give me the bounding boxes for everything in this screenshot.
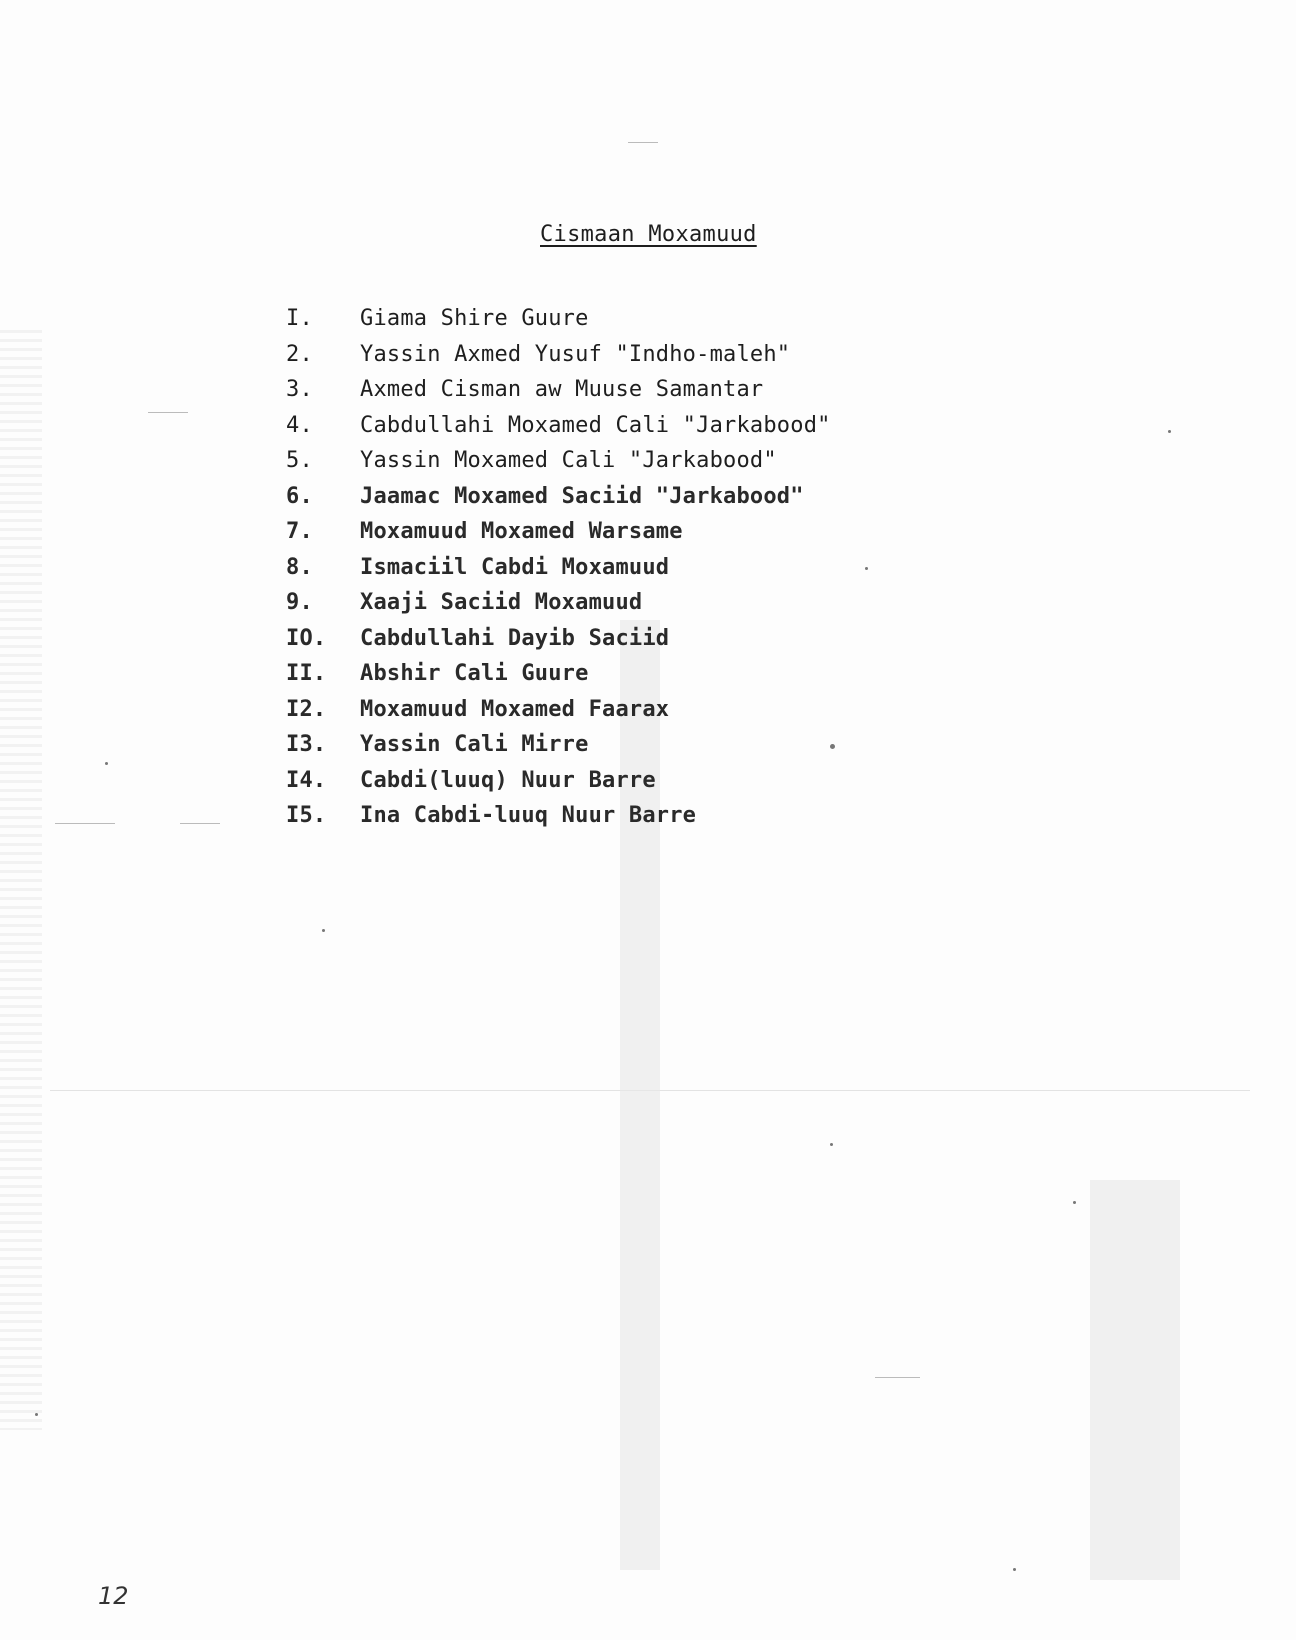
list-item	[286, 803, 986, 839]
item-number: I5.	[286, 803, 327, 828]
item-number: 7.	[286, 519, 313, 544]
scan-speck	[322, 929, 325, 932]
list-item	[286, 448, 986, 484]
item-number: I2.	[286, 696, 327, 722]
scan-mark	[180, 823, 220, 824]
item-name: Yassin Cali Mirre	[360, 732, 589, 757]
item-name: Cabdullahi Moxamed Cali "Jarkabood"	[360, 412, 831, 438]
scan-mark	[628, 142, 658, 143]
item-name: Moxamuud Moxamed Faarax	[360, 696, 670, 722]
name-list	[286, 306, 986, 839]
item-name: Cabdi(luuq) Nuur Barre	[360, 767, 656, 793]
list-item	[286, 413, 986, 449]
scan-speck	[1073, 1201, 1076, 1204]
item-number: I4.	[286, 767, 327, 793]
item-name: Yassin Axmed Yusuf "Indho-maleh"	[360, 341, 791, 367]
item-name: Jaamac Moxamed Saciid "Jarkabood"	[360, 483, 804, 509]
item-name: Xaaji Saciid Moxamuud	[360, 590, 643, 615]
item-number: I3.	[286, 732, 327, 757]
scan-speck	[830, 1143, 833, 1146]
item-name: Axmed Cisman aw Muuse Samantar	[360, 377, 764, 402]
scan-mark	[55, 823, 115, 824]
list-item	[286, 590, 986, 626]
document-title: Cismaan Moxamuud	[540, 222, 757, 247]
list-item	[286, 768, 986, 804]
item-number: 6.	[286, 483, 313, 509]
item-number: 4.	[286, 412, 313, 438]
scan-edge-noise	[0, 330, 42, 1430]
item-number: 2.	[286, 341, 313, 367]
list-item	[286, 306, 986, 342]
list-item	[286, 342, 986, 378]
scan-mark	[148, 412, 188, 413]
item-name: Yassin Moxamed Cali "Jarkabood"	[360, 448, 777, 473]
scan-speck	[35, 1413, 38, 1416]
item-name: Giama Shire Guure	[360, 306, 589, 331]
scan-speck	[1013, 1568, 1016, 1571]
scan-speck	[1168, 430, 1171, 433]
item-number: 3.	[286, 377, 313, 402]
item-number: 9.	[286, 590, 313, 615]
item-name: Ismaciil Cabdi Moxamuud	[360, 554, 670, 580]
item-name: Ina Cabdi-luuq Nuur Barre	[360, 803, 697, 828]
page-number: 12	[98, 1582, 129, 1610]
item-number: II.	[286, 661, 327, 686]
item-name: Cabdullahi Dayib Saciid	[360, 625, 670, 651]
item-number: 5.	[286, 448, 313, 473]
list-item	[286, 697, 986, 733]
list-item	[286, 377, 986, 413]
list-item	[286, 484, 986, 520]
list-item	[286, 555, 986, 591]
item-number: 8.	[286, 554, 313, 580]
list-item	[286, 519, 986, 555]
scan-mark	[875, 1377, 920, 1378]
list-item	[286, 732, 986, 768]
list-item	[286, 626, 986, 662]
item-number: I.	[286, 306, 313, 331]
list-item	[286, 661, 986, 697]
scan-smudge	[1090, 1180, 1180, 1580]
item-name: Abshir Cali Guure	[360, 661, 589, 686]
item-name: Moxamuud Moxamed Warsame	[360, 519, 683, 544]
item-number: IO.	[286, 625, 327, 651]
scan-speck	[105, 762, 108, 765]
